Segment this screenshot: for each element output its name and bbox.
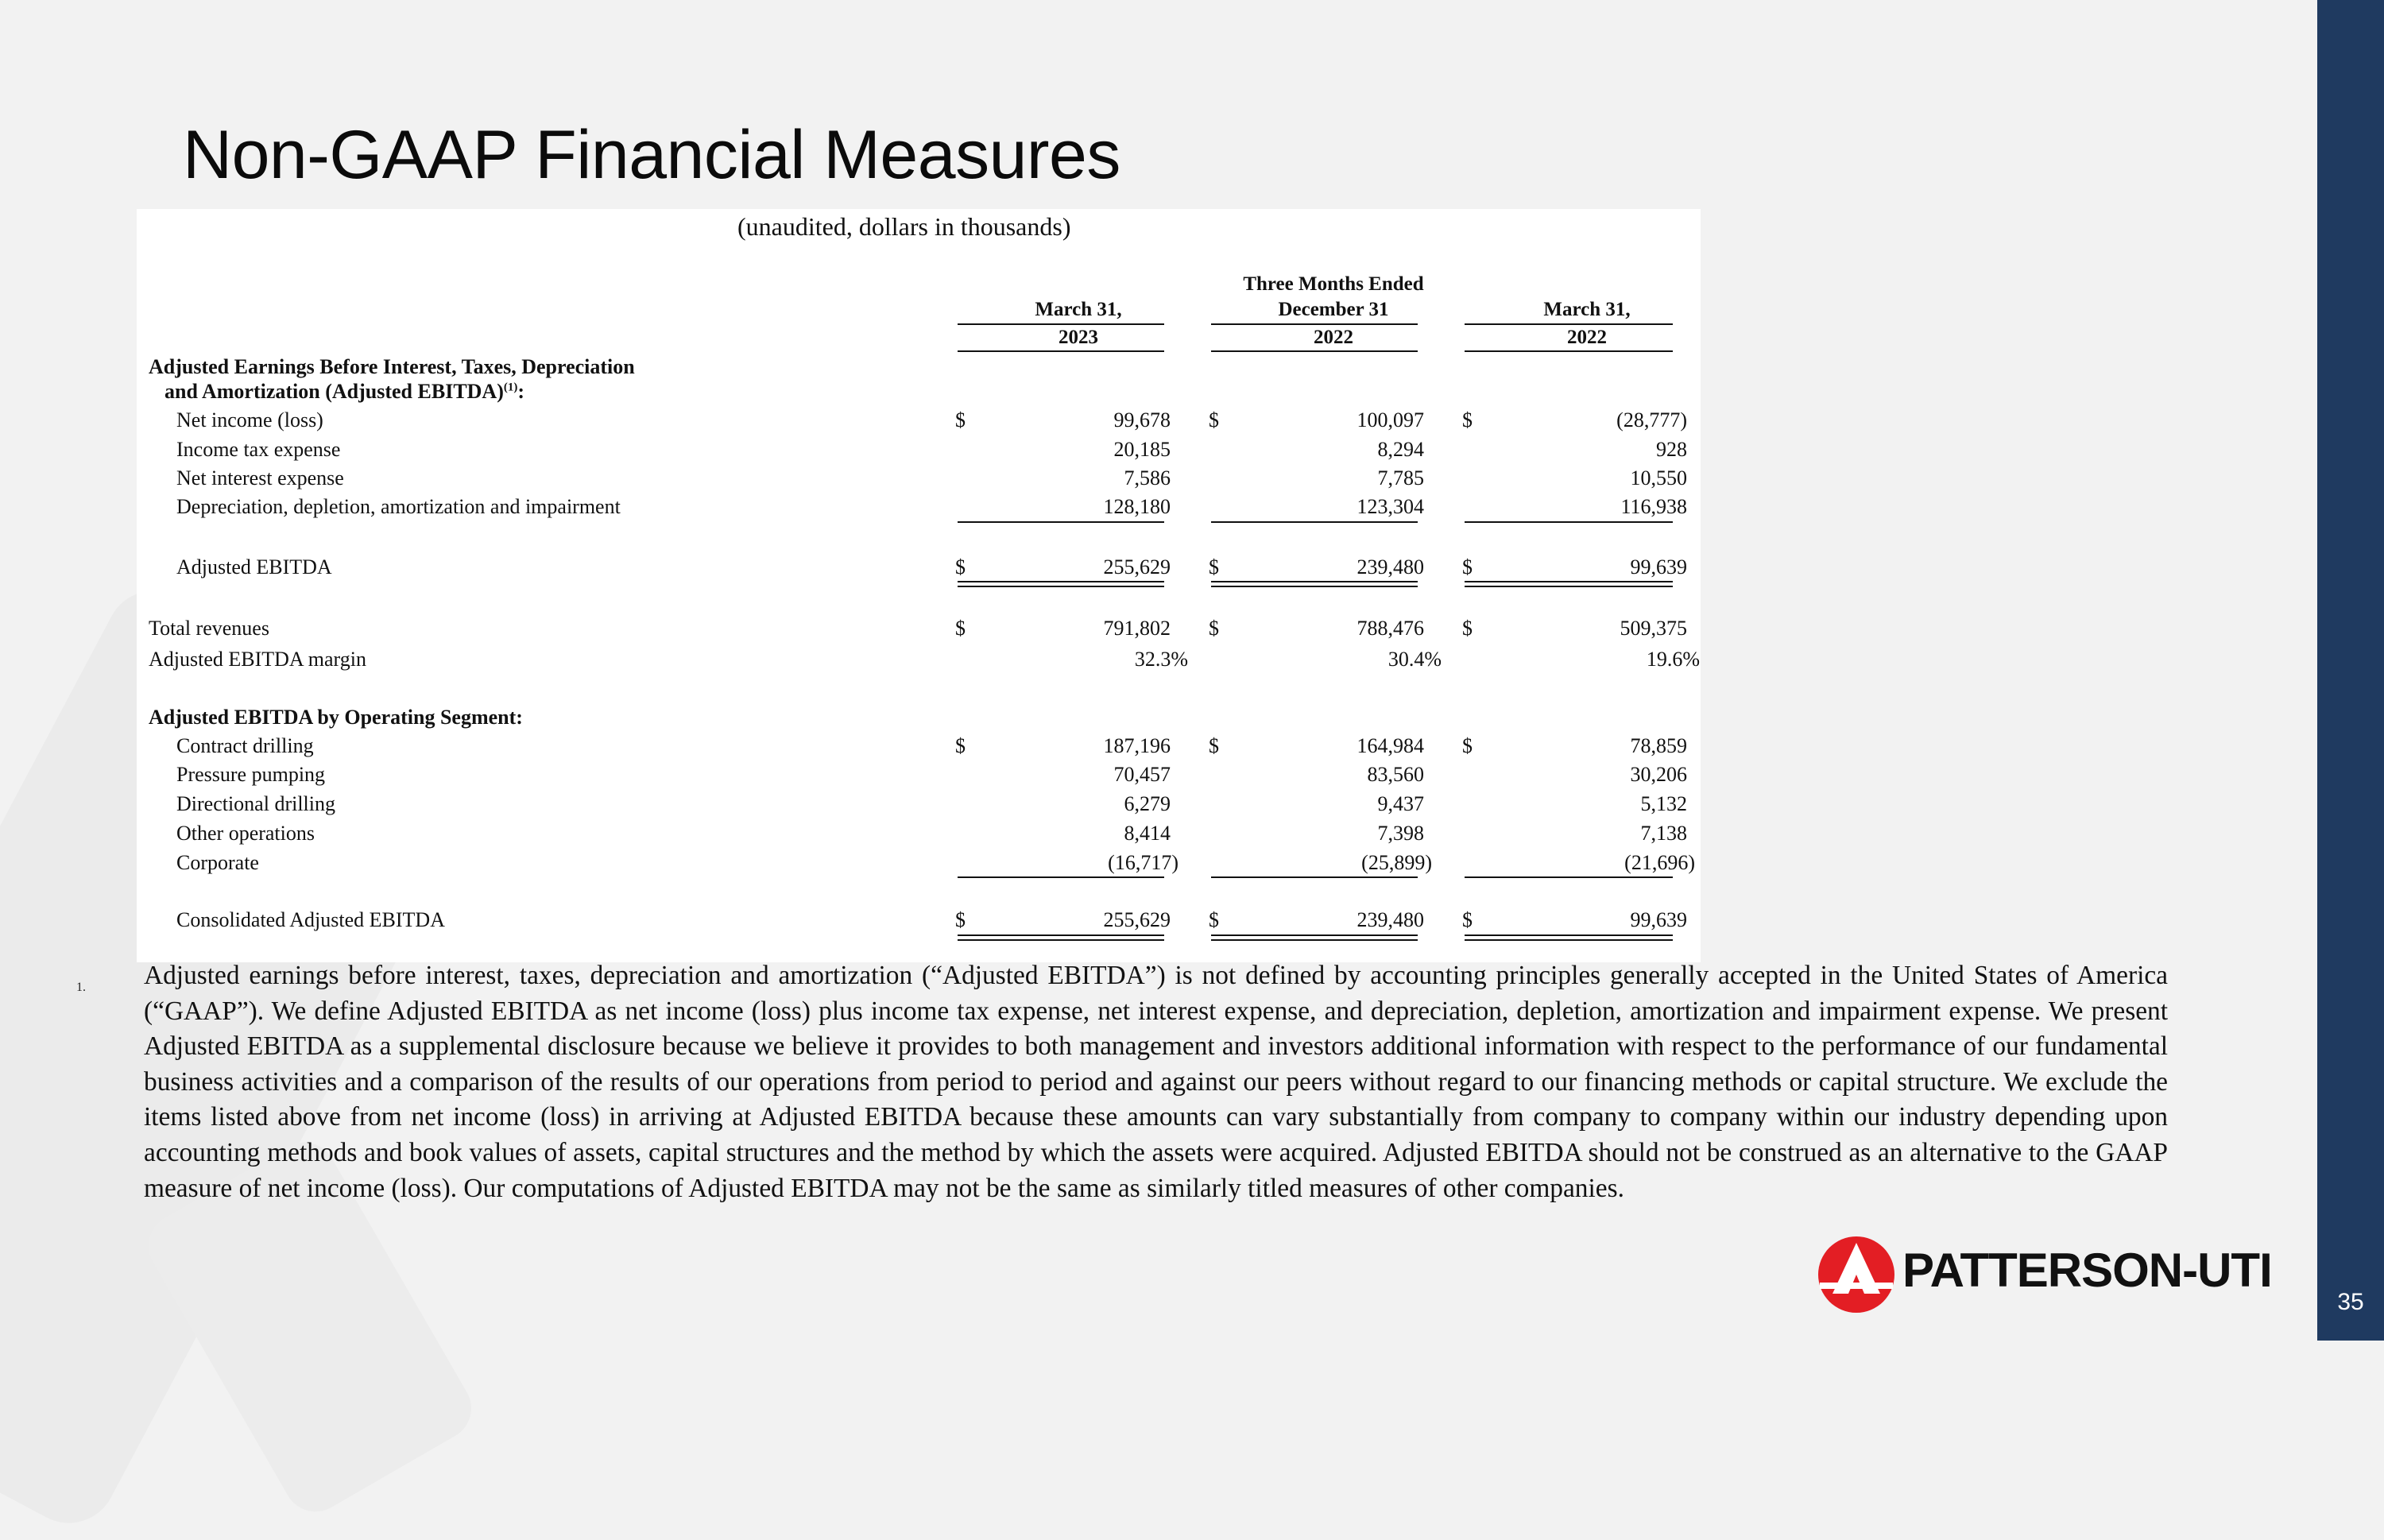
row-label: Income tax expense xyxy=(176,438,341,461)
column-header-year: 2023 xyxy=(1058,327,1098,348)
cell-value: 19.6% xyxy=(1646,648,1700,671)
cell-value: 116,938 xyxy=(1620,495,1687,518)
page-number: 35 xyxy=(2337,1289,2364,1315)
currency-symbol: $ xyxy=(1209,408,1219,431)
row-label: Total revenues xyxy=(149,617,269,640)
total-rule xyxy=(1211,586,1418,587)
currency-symbol: $ xyxy=(1462,408,1473,431)
cell-value: 99,639 xyxy=(1630,555,1687,578)
cell-value: 30,206 xyxy=(1630,763,1687,786)
header-rule xyxy=(958,350,1164,352)
cell-value: 20,185 xyxy=(1113,438,1171,461)
header-rule xyxy=(1211,323,1418,325)
row-label: Net income (loss) xyxy=(176,408,323,431)
cell-value: 164,984 xyxy=(1356,734,1424,757)
total-rule xyxy=(958,939,1164,941)
subtotal-rule xyxy=(1211,521,1418,523)
cell-value: (28,777) xyxy=(1616,408,1687,431)
subtotal-rule xyxy=(1465,876,1673,878)
total-rule xyxy=(958,581,1164,582)
subtotal-rule xyxy=(958,876,1164,878)
total-rule xyxy=(1465,939,1673,941)
table-subtitle: (unaudited, dollars in thousands) xyxy=(737,212,1071,241)
cell-value: 5,132 xyxy=(1640,792,1687,815)
total-rule xyxy=(1211,939,1418,941)
currency-symbol: $ xyxy=(1462,555,1473,578)
row-label: Adjusted EBITDA xyxy=(176,555,332,578)
column-header-period: December 31 xyxy=(1278,299,1389,320)
column-header-year: 2022 xyxy=(1314,327,1353,348)
cell-value: 123,304 xyxy=(1356,495,1424,518)
slide-title: Non-GAAP Financial Measures xyxy=(183,117,1120,193)
cell-value: 239,480 xyxy=(1356,555,1424,578)
patterson-uti-logo-icon xyxy=(1817,1235,1896,1314)
total-rule xyxy=(1211,934,1418,936)
subtotal-rule xyxy=(958,521,1164,523)
column-header-period: March 31, xyxy=(1035,299,1122,320)
total-rule xyxy=(1465,581,1673,582)
header-rule xyxy=(1465,323,1673,325)
total-rule xyxy=(1465,586,1673,587)
currency-symbol: $ xyxy=(955,734,966,757)
logo-text: PATTERSON-UTI xyxy=(1902,1244,2272,1297)
cell-value: 128,180 xyxy=(1103,495,1171,518)
cell-value: 99,678 xyxy=(1113,408,1171,431)
section-heading: and Amortization (Adjusted EBITDA)$^{(1)}$: xyxy=(164,380,525,403)
financial-table xyxy=(137,209,1701,962)
section-heading: Adjusted EBITDA by Operating Segment: xyxy=(149,706,523,729)
header-rule xyxy=(958,323,1164,325)
column-header-period: March 31, xyxy=(1543,299,1631,320)
currency-symbol: $ xyxy=(1209,734,1219,757)
row-label: Corporate xyxy=(176,851,259,874)
subtotal-rule xyxy=(1465,521,1673,523)
currency-symbol: $ xyxy=(1462,617,1473,640)
cell-value: 187,196 xyxy=(1103,734,1171,757)
row-label: Net interest expense xyxy=(176,466,344,489)
cell-value: 70,457 xyxy=(1113,763,1171,786)
cell-value: 791,802 xyxy=(1103,617,1171,640)
subtotal-rule xyxy=(1211,876,1418,878)
header-rule xyxy=(1465,350,1673,352)
cell-value: 32.3% xyxy=(1134,648,1188,671)
cell-value: 239,480 xyxy=(1356,908,1424,931)
currency-symbol: $ xyxy=(1209,617,1219,640)
cell-value: 99,639 xyxy=(1630,908,1687,931)
currency-symbol: $ xyxy=(1209,555,1219,578)
currency-symbol: $ xyxy=(1462,734,1473,757)
total-rule xyxy=(958,934,1164,936)
cell-value: (25,899) xyxy=(1361,851,1432,874)
cell-value: 255,629 xyxy=(1103,908,1171,931)
cell-value: 9,437 xyxy=(1377,792,1424,815)
row-label: Consolidated Adjusted EBITDA xyxy=(176,908,445,931)
currency-symbol: $ xyxy=(955,908,966,931)
cell-value: 509,375 xyxy=(1620,617,1687,640)
currency-symbol: $ xyxy=(1462,908,1473,931)
total-rule xyxy=(1465,934,1673,936)
header-three-months-ended: Three Months Ended xyxy=(1243,273,1424,295)
cell-value: 7,398 xyxy=(1377,822,1424,845)
currency-symbol: $ xyxy=(1209,908,1219,931)
total-rule xyxy=(1211,581,1418,582)
cell-value: 8,414 xyxy=(1124,822,1171,845)
cell-value: 788,476 xyxy=(1356,617,1424,640)
right-sidebar-bar xyxy=(2317,0,2384,1341)
cell-value: 83,560 xyxy=(1367,763,1424,786)
currency-symbol: $ xyxy=(955,408,966,431)
cell-value: (21,696) xyxy=(1624,851,1695,874)
section-heading: Adjusted Earnings Before Interest, Taxes, Depreciation xyxy=(149,355,635,378)
cell-value: 78,859 xyxy=(1630,734,1687,757)
patterson-uti-logo xyxy=(1817,1235,2272,1318)
column-header-year: 2022 xyxy=(1567,327,1607,348)
currency-symbol: $ xyxy=(955,617,966,640)
cell-value: 255,629 xyxy=(1103,555,1171,578)
cell-value: 8,294 xyxy=(1377,438,1424,461)
currency-symbol: $ xyxy=(955,555,966,578)
cell-value: 100,097 xyxy=(1356,408,1424,431)
row-label: Depreciation, depletion, amortization and impairment xyxy=(176,495,621,518)
cell-value: 928 xyxy=(1656,438,1687,461)
row-label: Adjusted EBITDA margin xyxy=(149,648,366,671)
footnote-text: Adjusted earnings before interest, taxes, depreciation and amortization (“Adjusted EBITDA”) is not defined by accounting principles generally accepted in the United States of America (“GAAP”). We define Adjusted EBITDA as net income (loss) plus income tax expense, net interest expense, and depreciation, depletion, amortization and impairment expense. We present Adjusted EBITDA as a supplemental disclosure because we believe it provides to both management and investors additional information with respect to the performance of our fundamental business activities and a comparison of the results of our operations from period to period and against our peers without regard to our financing methods or capital structure. We exclude the items listed above from net income (loss) in arriving at Adjusted EBITDA because these amounts can vary substantially from company to company within our industry depending upon accounting methods and book values of assets, capital structures and the method by which the assets were acquired. Adjusted EBITDA should not be construed as an alternative to the GAAP measure of net income (loss). Our computations of Adjusted EBITDA may not be the same as similarly titled measures of other companies. xyxy=(144,961,2168,1203)
row-label: Pressure pumping xyxy=(176,763,326,786)
footnote-marker: 1. xyxy=(76,981,86,994)
cell-value: (16,717) xyxy=(1108,851,1178,874)
row-label: Directional drilling xyxy=(176,792,336,815)
cell-value: 7,138 xyxy=(1640,822,1687,845)
total-rule xyxy=(958,586,1164,587)
row-label: Other operations xyxy=(176,822,315,845)
cell-value: 30.4% xyxy=(1387,648,1442,671)
cell-value: 7,586 xyxy=(1124,466,1171,489)
cell-value: 10,550 xyxy=(1630,466,1687,489)
row-label: Contract drilling xyxy=(176,734,314,757)
cell-value: 7,785 xyxy=(1377,466,1424,489)
cell-value: 6,279 xyxy=(1124,792,1171,815)
header-rule xyxy=(1211,350,1418,352)
